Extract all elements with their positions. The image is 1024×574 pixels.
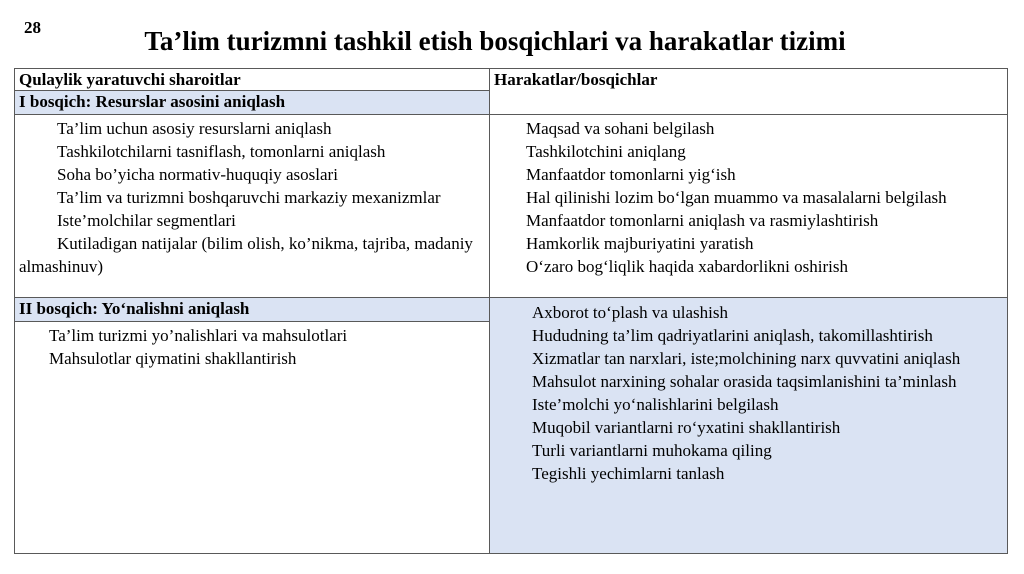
slide-number: 28: [24, 18, 41, 37]
list-item: Ta’lim uchun asosiy resurslarni aniqlash: [57, 119, 332, 138]
list-item: Axborot to‘plash va ulashish: [532, 303, 728, 322]
list-item: Turli variantlarni muhokama qiling: [532, 441, 772, 460]
list-item: Hududning ta’lim qadriyatlarini aniqlash, takomillashtirish: [532, 326, 933, 345]
list-item: Ta’lim turizmi yo’nalishlari va mahsulotlari: [49, 326, 348, 345]
stage2-label: II bosqich: Yo‘nalishni aniqlash: [14, 297, 490, 322]
list-item: Tegishli yechimlarni tanlash: [532, 464, 725, 483]
list-item: Hamkorlik majburiyatini yaratish: [526, 234, 754, 253]
right-column-header: Harakatlar/bosqichlar: [489, 68, 1008, 115]
list-item: Hal qilinishi lozim bo‘lgan muammo va masalalarni belgilash: [526, 188, 947, 207]
left-column-header: Qulaylik yaratuvchi sharoitlar: [14, 68, 490, 91]
stage1-conditions: [14, 114, 490, 298]
list-item: Kutiladigan natijalar (bilim olish, ko’nikma, tajriba, madaniy almashinuv): [19, 234, 473, 276]
slide-title: Ta’lim turizmni tashkil etish bosqichlari va harakatlar tizimi: [144, 26, 846, 56]
list-item: Tashkilotchini aniqlang: [526, 142, 686, 161]
list-item: Muqobil variantlarni ro‘yxatini shakllantirish: [532, 418, 841, 437]
list-item: Mahsulot narxining sohalar orasida taqsimlanishini ta’minlash: [532, 372, 957, 391]
list-item: Iste’molchi yo‘nalishlarini belgilash: [532, 395, 779, 414]
list-item: Iste’molchilar segmentlari: [57, 211, 236, 230]
list-item: Tashkilotchilarni tasniflash, tomonlarni aniqlash: [57, 142, 386, 161]
list-item: Ta’lim va turizmni boshqaruvchi markaziy mexanizmlar: [57, 188, 441, 207]
stages-table: [14, 68, 1008, 554]
stage2-conditions: [14, 321, 490, 554]
list-item: Xizmatlar tan narxlari, iste;molchining narx quvvatini aniqlash: [532, 349, 961, 368]
stage1-label: I bosqich: Resurslar asosini aniqlash: [14, 90, 490, 115]
list-item: Manfaatdor tomonlarni yig‘ish: [526, 165, 736, 184]
stage1-actions: [489, 114, 1008, 298]
stage2-actions: [489, 297, 1008, 554]
list-item: Mahsulotlar qiymatini shakllantirish: [49, 349, 297, 368]
list-item: Maqsad va sohani belgilash: [526, 119, 715, 138]
list-item: Soha bo’yicha normativ-huquqiy asoslari: [57, 165, 338, 184]
list-item: Manfaatdor tomonlarni aniqlash va rasmiylashtirish: [526, 211, 879, 230]
list-item: O‘zaro bog‘liqlik haqida xabardorlikni oshirish: [526, 257, 848, 276]
